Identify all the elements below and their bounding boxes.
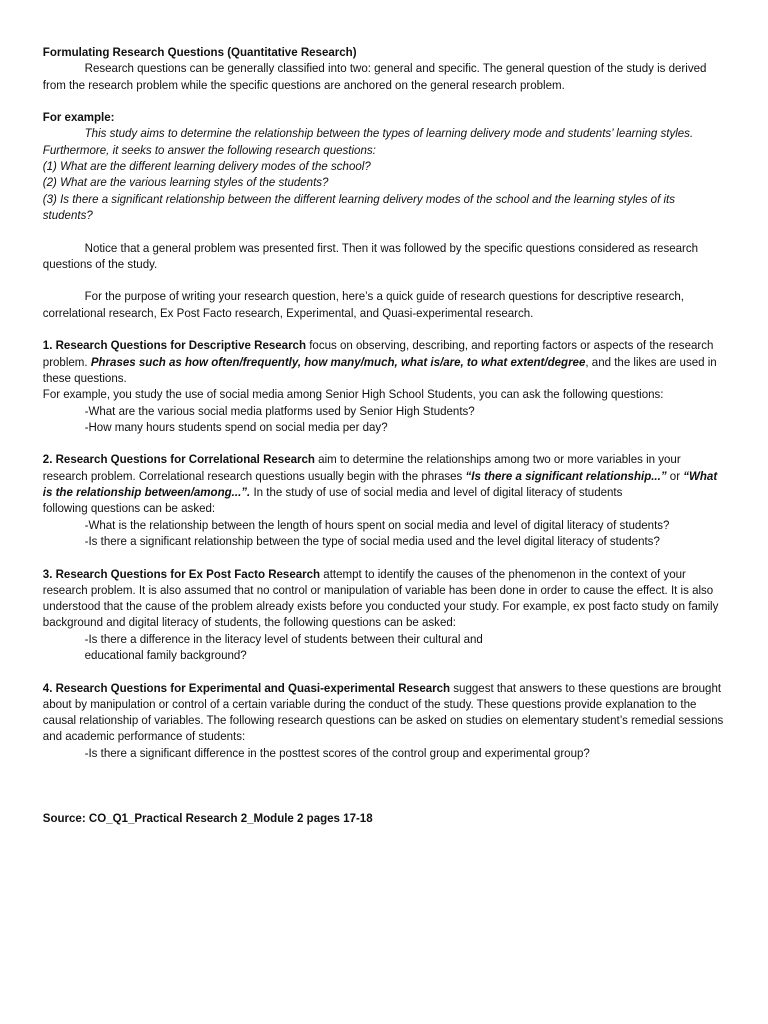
section-title: 3. Research Questions for Ex Post Facto Research: [42, 566, 321, 581]
intro-paragraph: Research questions can be generally classified into two: general and specific. The general question of the study is derived from the research problem while the specific questions are anchored on the general research problem.: [42, 61, 707, 92]
correlational-following: following questions can be asked:: [42, 501, 216, 516]
correlational-question-1: -What is the relationship between the length of hours spent on social media and level of digital literacy of students?: [84, 517, 670, 532]
section-experimental: 4. Research Questions for Experimental and Quasi-experimental Research suggest that answers to these questions are brought about by manipulation or control of a certain variable during the conduct of the study. These questions provide explanation to the causal relationship of variables. The following research questions can be asked on studies on elementary student’s remedial sessions and academic performance of students:: [42, 680, 724, 744]
example-label: For example:: [42, 110, 115, 125]
phrase-emphasis: “Is there a significant relationship...”: [465, 468, 667, 483]
section-descriptive: 1. Research Questions for Descriptive Research focus on observing, describing, and reporting factors or aspects of the research problem. Phrases such as how often/frequently, how many/much, what is/are, to what extent/degree, and the likes are used in these questions.: [42, 338, 717, 385]
section-correlational: 2. Research Questions for Correlational Research aim to determine the relationships among two or more variables in your research problem. Correlational research questions usually begin with the phrases “Is there a significant relationship...” or “What is the relationship between/among...”. In the study of use of social media and level of digital literacy of students: [42, 452, 718, 500]
ex-post-facto-question-1a: -Is there a difference in the literacy level of students between their cultural and: [84, 631, 483, 646]
ex-post-facto-question-1b: educational family background?: [84, 647, 247, 662]
example-lead: This study aims to determine the relationship between the types of learning delivery mode and students’ learning styles. Furthermore, it seeks to answer the following research questions:: [42, 126, 694, 157]
example-question-2: (2) What are the various learning styles of the students?: [42, 175, 329, 190]
notice-paragraph: Notice that a general problem was presented first. Then it was followed by the specific questions considered as research questions of the study.: [42, 240, 699, 271]
phrase-emphasis: Phrases such as how often/frequently, how many/much, what is/are, to what extent/degree: [90, 354, 586, 369]
example-question-1: (1) What are the different learning delivery modes of the school?: [42, 159, 371, 174]
example-question-3: (3) Is there a significant relationship between the different learning delivery modes of the school and the learning styles of its students?: [42, 191, 676, 222]
section-title: 1. Research Questions for Descriptive Research: [42, 338, 307, 353]
phrase-emphasis: “What is the relationship between/among...”.: [42, 468, 718, 500]
page-title: Formulating Research Questions (Quantitative Research): [42, 45, 357, 59]
correlational-question-2: -Is there a significant relationship between the type of social media used and the level digital literacy of students?: [84, 533, 660, 548]
section-title: 4. Research Questions for Experimental and Quasi-experimental Research: [42, 680, 451, 695]
purpose-paragraph: For the purpose of writing your research question, here’s a quick guide of research questions for descriptive research, correlational research, Ex Post Facto research, Experimental, and Quasi-experimental research.: [42, 289, 684, 320]
source-citation: Source: CO_Q1_Practical Research 2_Module 2 pages 17-18: [42, 810, 373, 825]
descriptive-example: For example, you study the use of social media among Senior High School Students, you can ask the following questions:: [42, 387, 664, 402]
section-ex-post-facto: 3. Research Questions for Ex Post Facto Research attempt to identify the causes of the phenomenon in the context of your research problem. It is also assumed that no control or manipulation of variable has been done in order to cause the effect. It is also understood that the cause of the problem already exists before you conducted your study. For example, ex post facto study on family background and digital literacy of students, the following questions can be asked:: [42, 566, 719, 630]
experimental-question-1: -Is there a significant difference in the posttest scores of the control group and experimental group?: [84, 745, 590, 760]
descriptive-question-2: -How many hours students spend on social media per day?: [84, 419, 388, 434]
section-title: 2. Research Questions for Correlational Research: [42, 452, 315, 467]
descriptive-question-1: -What are the various social media platforms used by Senior High Students?: [84, 403, 475, 418]
